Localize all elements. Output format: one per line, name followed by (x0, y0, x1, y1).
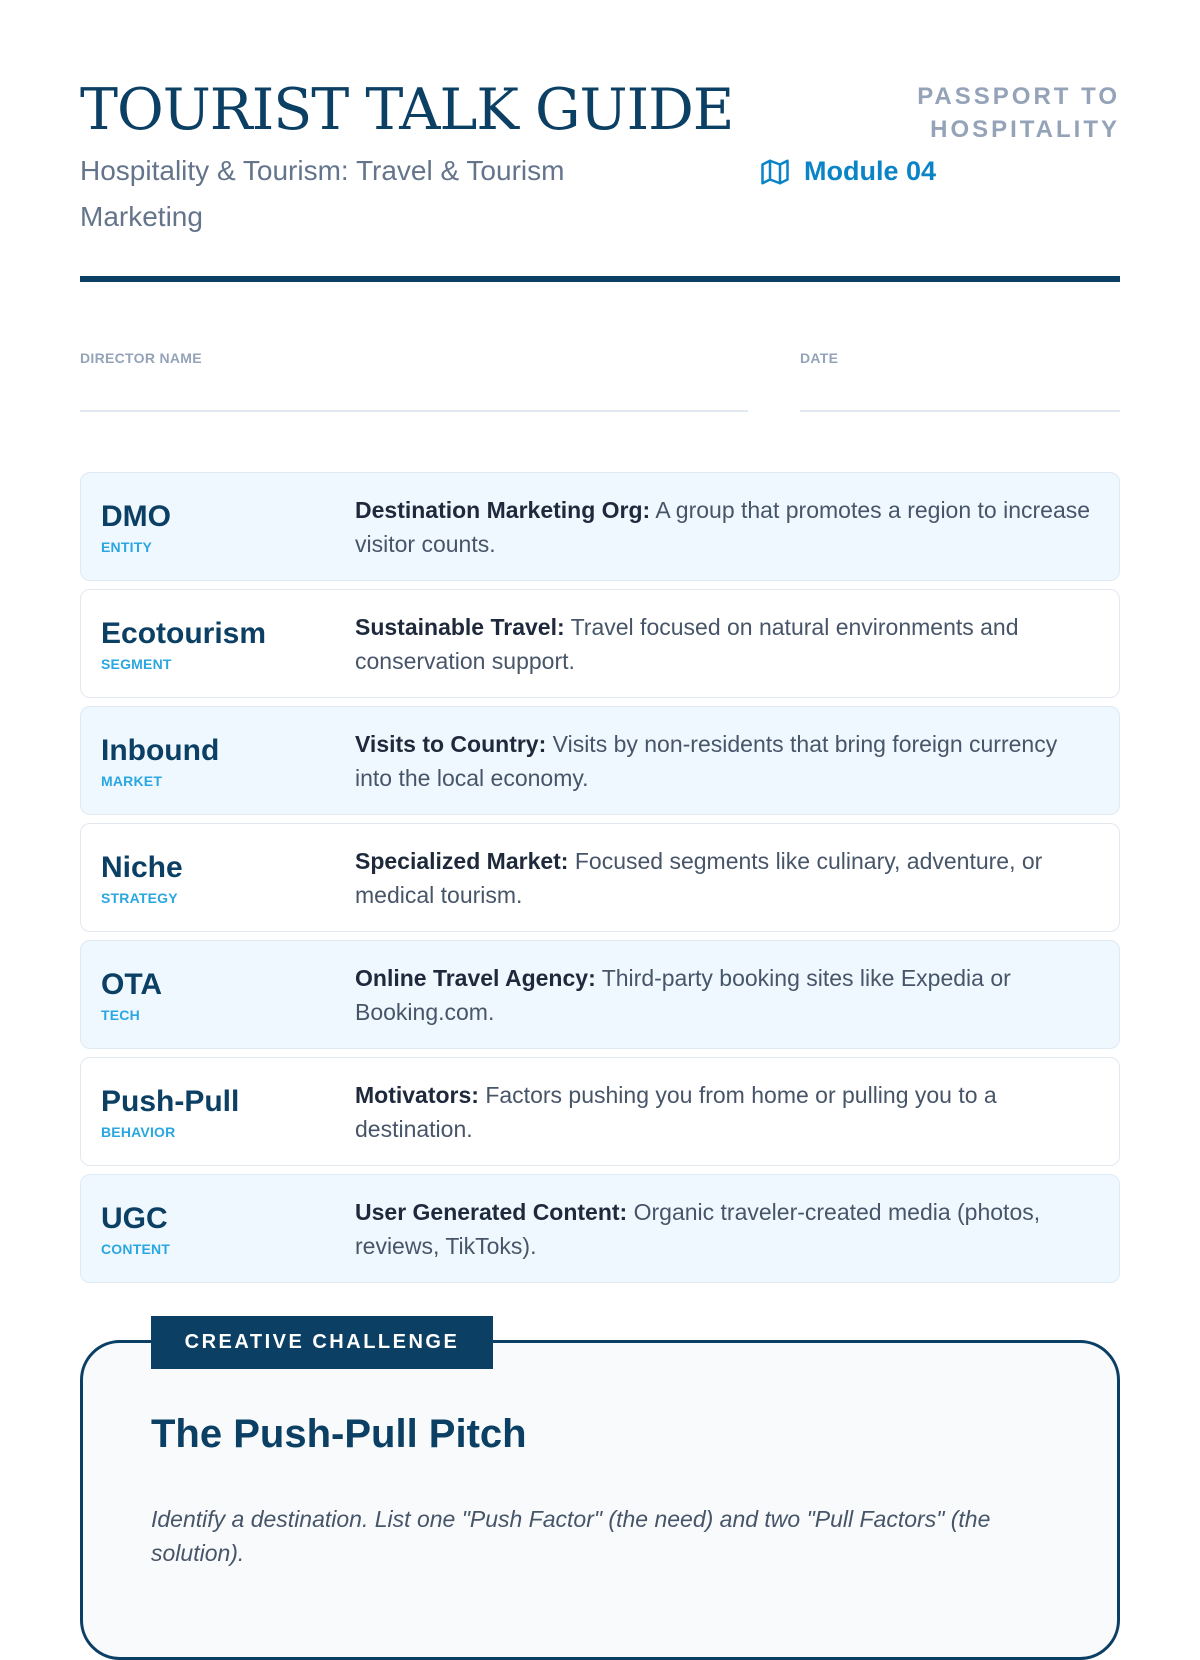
term-card (80, 940, 1120, 1049)
map-icon (760, 157, 790, 187)
term-heading: Online Travel Agency: (355, 965, 596, 991)
term-heading: Sustainable Travel: (355, 614, 565, 640)
term-tag: CONTENT (101, 1241, 171, 1257)
term-word: Ecotourism (101, 617, 267, 650)
term-definition (355, 1058, 1099, 1165)
term-definition (355, 590, 1099, 697)
term-definition (355, 1175, 1099, 1282)
term-text: Focused segments like culinary, adventure, or medical tourism. (355, 848, 1043, 908)
term-tag: MARKET (101, 773, 163, 789)
term-definition (355, 707, 1099, 814)
term-word: UGC (101, 1202, 168, 1235)
page-subtitle: Hospitality & Tourism: Travel & Tourism Marketing (80, 155, 565, 232)
term-text: Visits by non-residents that bring foreign currency into the local economy. (355, 731, 1058, 791)
date-label: DATE (800, 350, 839, 366)
term-text: A group that promotes a region to increase visitor counts. (355, 497, 1091, 557)
director-name-label: DIRECTOR NAME (80, 350, 202, 366)
term-word: Push-Pull (101, 1085, 240, 1118)
info-fields (80, 282, 1120, 472)
term-tag: BEHAVIOR (101, 1124, 176, 1140)
term-definition (355, 824, 1099, 931)
director-name-field[interactable] (80, 410, 748, 412)
term-card (80, 472, 1120, 581)
term-card (80, 823, 1120, 932)
term-text: Organic traveler-created media (photos, reviews, TikToks). (355, 1199, 1041, 1259)
term-word: OTA (101, 968, 163, 1001)
term-card (80, 1174, 1120, 1283)
term-heading: User Generated Content: (355, 1199, 628, 1225)
term-tag: STRATEGY (101, 890, 178, 906)
term-tag: SEGMENT (101, 656, 172, 672)
term-card (80, 1057, 1120, 1166)
term-list (80, 472, 1120, 1283)
term-definition (355, 941, 1099, 1048)
page-title: TOURIST TALK GUIDE (80, 77, 734, 143)
module-label: Module 04 (804, 156, 937, 186)
term-text: Travel focused on natural environments and conservation support. (355, 614, 1019, 674)
term-word: Inbound (101, 734, 220, 767)
term-word: Niche (101, 851, 183, 884)
challenge-prompt: Identify a destination. List one "Push Factor" (the need) and two "Pull Factors" (the solution). (151, 1506, 991, 1566)
term-heading: Visits to Country: (355, 731, 547, 757)
term-tag: TECH (101, 1007, 140, 1023)
term-card (80, 589, 1120, 698)
date-field[interactable] (800, 410, 1120, 412)
challenge-box (80, 1340, 1120, 1660)
challenge-title: The Push-Pull Pitch (151, 1412, 527, 1456)
term-text: Third-party booking sites like Expedia or Booking.com. (355, 965, 1011, 1025)
term-heading: Motivators: (355, 1082, 479, 1108)
term-text: Factors pushing you from home or pulling you to a destination. (355, 1082, 997, 1142)
term-card (80, 706, 1120, 815)
brand-label: PASSPORT TO HOSPITALITY (917, 83, 1120, 143)
term-heading: Destination Marketing Org: (355, 497, 651, 523)
term-word: DMO (101, 500, 171, 533)
term-definition (355, 473, 1099, 580)
term-heading: Specialized Market: (355, 848, 569, 874)
header (80, 0, 1120, 282)
term-tag: ENTITY (101, 539, 152, 555)
challenge-tab-label: CREATIVE CHALLENGE (151, 1316, 493, 1369)
module-badge (760, 156, 936, 187)
